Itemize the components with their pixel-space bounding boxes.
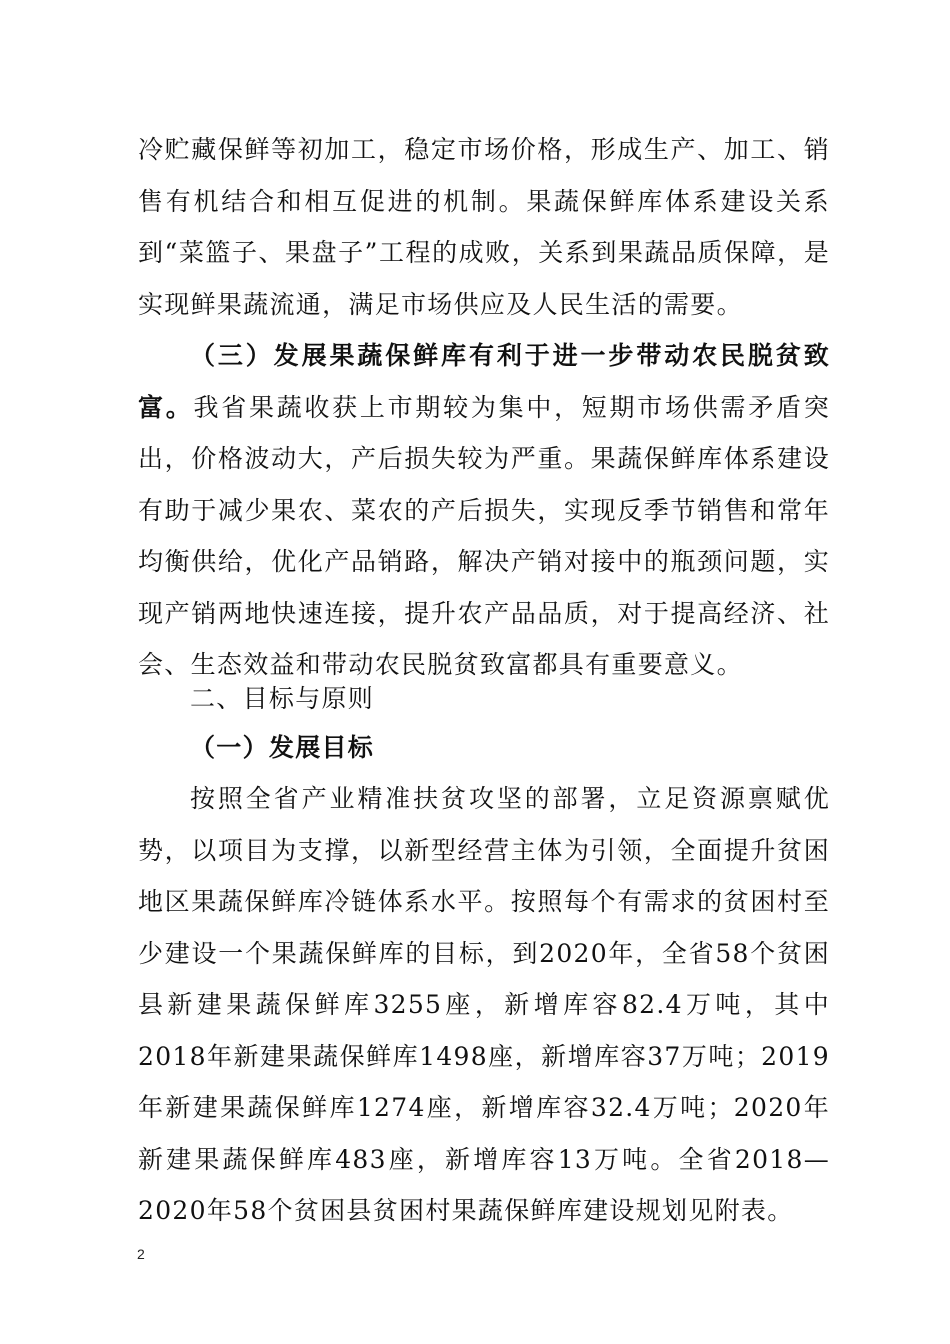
paragraph-body: 我省果蔬收获上市期较为集中，短期市场供需矛盾突出，价格波动大，产后损失较为严重。果蔬保鲜库体系建设有助于减少果农、菜农的产后损失，实现反季节销售和常年均衡供给，优化产品销路，解决产销对接中的瓶颈问题，实现产销两地快速连接，提升农产品品质，对于提高经济、社会、生态效益和带动农民脱贫致富都具有重要意义。 [138,392,830,679]
paragraph-section-three [138,330,830,691]
subsection-heading: （一）发展目标 [190,733,375,762]
section-heading: 二、目标与原则 [190,684,375,713]
paragraph-continued: 冷贮藏保鲜等初加工，稳定市场价格，形成生产、加工、销售有机结合和相互促进的机制。果蔬保鲜库体系建设关系到“菜篮子、果盘子”工程的成败，关系到果蔬品质保障，是实现鲜果蔬流通，满足市场供应及人民生活的需要。 [138,135,830,319]
paragraph-lead-heading: （三）发展果蔬保鲜库有利于进一步带动农民脱贫致富。 [138,341,830,422]
page-number: 2 [137,1246,145,1262]
paragraph-development-goals: 按照全省产业精准扶贫攻坚的部署，立足资源禀赋优势，以项目为支撑，以新型经营主体为引领，全面提升贫困地区果蔬保鲜库冷链体系水平。按照每个有需求的贫困村至少建设一个果蔬保鲜库的目标，到2020年，全省58个贫困县新建果蔬保鲜库3255座，新增库容82.4万吨，其中2018年新建果蔬保鲜库1498座，新增库容37万吨；2019年新建果蔬保鲜库1274座，新增库容32.4万吨；2020年新建果蔬保鲜库483座，新增库容13万吨。全省2018—2020年58个贫困县贫困村果蔬保鲜库建设规划见附表。 [138,784,830,1225]
